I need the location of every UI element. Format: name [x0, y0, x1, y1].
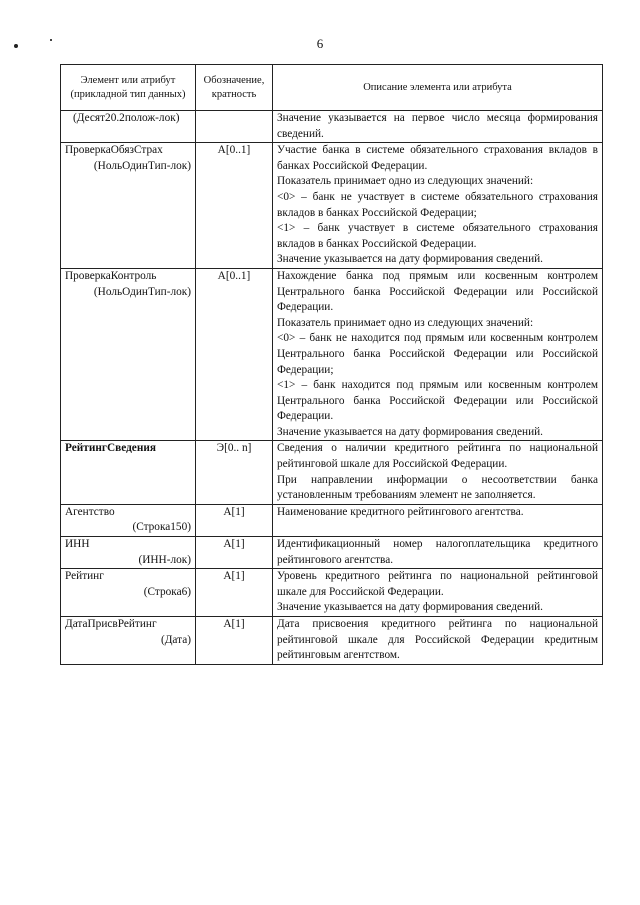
description-line: Значение указывается на дату формирования сведений.	[277, 601, 543, 614]
description-line: Значение указывается на первое число месяца формирования сведений.	[277, 112, 598, 140]
element-cell	[61, 268, 196, 441]
designation-cell: Э[0.. n]	[196, 441, 273, 504]
table-row	[61, 111, 603, 143]
description-line: Участие банка в системе обязательного страхования вкладов в банках Российской Федерации.	[277, 144, 598, 172]
description-line: Уровень кредитного рейтинга по национальной рейтинговой шкале для Российской Федерации.	[277, 570, 598, 598]
element-cell	[61, 143, 196, 269]
designation-cell: А[0..1]	[196, 143, 273, 269]
description-line: При направлении информации о несоответствии банка установленным требованиям элемент не заполняется.	[277, 473, 598, 502]
description-cell	[273, 569, 603, 617]
description-line: <1> – банк находится под прямым или косвенным контролем Центрального банка Российской Федерации или Российской Федерации.	[277, 379, 598, 423]
description-line: Сведения о наличии кредитного рейтинга по национальной рейтинговой шкале для Российской Федерации.	[277, 442, 598, 471]
element-cell	[61, 537, 196, 569]
element-cell	[61, 569, 196, 617]
table-row	[61, 143, 603, 269]
description-cell	[273, 617, 603, 665]
element-type: (НольОдинТип-лок)	[93, 285, 191, 298]
description-cell	[273, 143, 603, 269]
description-cell	[273, 111, 603, 143]
header-element: Элемент или атрибут (прикладной тип данных)	[61, 65, 196, 111]
element-name: ИНН	[65, 538, 90, 551]
element-name: Рейтинг	[65, 570, 104, 583]
header-description: Описание элемента или атрибута	[273, 65, 603, 111]
description-line: Нахождение банка под прямым или косвенным контролем Центрального банка Российской Федерации или Российской Федерации.	[277, 269, 598, 314]
element-cell	[61, 617, 196, 665]
description-cell	[273, 268, 603, 441]
designation-cell: А[1]	[196, 537, 273, 569]
table-row	[61, 617, 603, 665]
designation-cell: А[1]	[196, 569, 273, 617]
element-type: (Строка6)	[143, 585, 191, 598]
element-type: (Строка150)	[132, 521, 191, 534]
description-line: Показатель принимает одно из следующих значений:	[277, 175, 534, 188]
designation-cell: А[0..1]	[196, 268, 273, 441]
designation-cell: А[1]	[196, 617, 273, 665]
element-name: ДатаПрисвРейтинг	[65, 618, 157, 630]
designation-cell: А[1]	[196, 504, 273, 536]
table-row	[61, 537, 603, 569]
element-type: (НольОдинТип-лок)	[93, 159, 191, 172]
table-row	[61, 441, 603, 504]
table-row	[61, 504, 603, 536]
element-cell	[61, 111, 196, 143]
element-name: РейтингСведения	[65, 442, 156, 455]
description-line: Показатель принимает одно из следующих значений:	[277, 316, 534, 329]
description-line: Наименование кредитного рейтингового агентства.	[277, 505, 524, 518]
attributes-table	[60, 64, 603, 665]
description-cell	[273, 537, 603, 569]
designation-cell	[196, 111, 273, 143]
description-line: <0> – банк не участвует в системе обязательного страхования вкладов в банках Российской Федерации;	[277, 190, 598, 219]
element-cell	[61, 441, 196, 504]
description-cell	[273, 441, 603, 504]
element-type: (ИНН-лок)	[138, 553, 191, 566]
description-line: <0> – банк не находится под прямым или косвенным контролем Центрального банка Российской Федерации или Российской Федерации;	[277, 332, 598, 376]
element-type: (Дата)	[160, 633, 191, 646]
element-name: ПроверкаКонтроль	[65, 269, 157, 282]
header-designation: Обозначение, кратность	[196, 65, 273, 111]
page-number: 6	[316, 36, 324, 51]
element-name: ПроверкаОбязСтрах	[65, 144, 163, 157]
description-line: Значение указывается на дату формирования сведений.	[277, 253, 543, 266]
table-row	[61, 569, 603, 617]
table-row	[61, 268, 603, 441]
description-line: Дата присвоения кредитного рейтинга по национальной рейтинговой шкале для Российской Федерации кредитным рейтинговым агентством.	[277, 618, 598, 662]
element-name: Агентство	[65, 505, 115, 518]
description-line: Значение указывается на дату формирования сведений.	[277, 425, 543, 438]
description-cell	[273, 504, 603, 536]
description-line: <1> – банк участвует в системе обязательного страхования вкладов в банках Российской Федерации.	[277, 222, 598, 250]
element-cell	[61, 504, 196, 536]
description-line: Идентификационный номер налогоплательщика кредитного рейтингового агентства.	[277, 538, 598, 566]
table-header-row	[61, 65, 603, 111]
element-type: (Десят20.2полож-лок)	[73, 112, 180, 124]
